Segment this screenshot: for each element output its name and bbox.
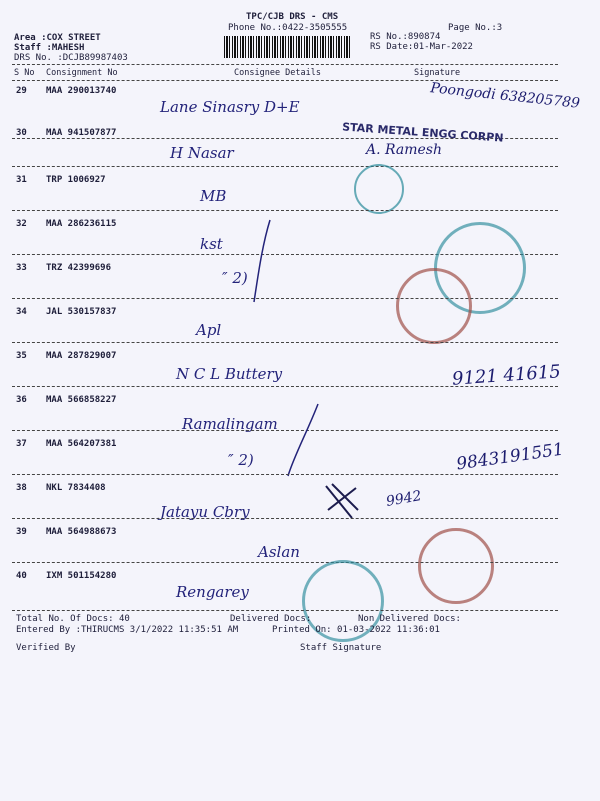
row-consignment: NKL 7834408 xyxy=(46,483,106,493)
consignee-handwriting: Apl xyxy=(196,321,222,339)
row-divider xyxy=(12,518,558,519)
delivered-docs: Delivered Docs: xyxy=(230,614,312,624)
row-sno: 32 xyxy=(16,219,27,229)
signature-note: 9121 41615 xyxy=(451,361,562,390)
column-consignee: Consignee Details xyxy=(234,68,321,78)
area-label: Area :COX STREET xyxy=(14,33,101,43)
row-consignment: MAA 290013740 xyxy=(46,86,117,96)
entered-by: Entered By :THIRUCMS 3/1/2022 11:35:51 AM xyxy=(16,625,239,635)
row-divider xyxy=(12,474,558,475)
consignee-handwriting: Lane Sinasry D+E xyxy=(160,98,300,116)
footer-divider xyxy=(12,610,558,611)
staff-label: Staff :MAHESH xyxy=(14,43,85,53)
bracket-stroke xyxy=(284,400,324,480)
consignee-handwriting: N C L Buttery xyxy=(176,365,283,383)
row-divider xyxy=(12,386,558,387)
row-sno: 31 xyxy=(16,175,27,185)
row-divider xyxy=(12,298,558,299)
consignee-handwriting: Ramalingam xyxy=(182,415,278,433)
row-consignment: MAA 287829007 xyxy=(46,351,117,361)
bracket-stroke xyxy=(250,216,280,306)
signature-note: 9942 xyxy=(384,488,423,510)
row-divider xyxy=(12,342,558,343)
page-number: Page No.:3 xyxy=(448,23,503,33)
signature-note: A. Ramesh xyxy=(366,142,442,158)
row-consignment: JAL 530157837 xyxy=(46,307,117,317)
row-sno: 38 xyxy=(16,483,27,493)
row-divider xyxy=(12,210,558,211)
consignee-handwriting: Jatayu Cbry xyxy=(160,503,250,521)
consignee-handwriting: Rengarey xyxy=(176,583,249,601)
round-stamp-teal xyxy=(354,164,404,214)
row-consignment: TRZ 42399696 xyxy=(46,263,112,273)
row-consignment: MAA 564988673 xyxy=(46,527,117,537)
document-title: TPC/CJB DRS - CMS xyxy=(246,12,339,22)
consignee-handwriting: kst xyxy=(200,235,223,253)
column-sno: S No xyxy=(14,68,35,78)
row-consignment: IXM 501154280 xyxy=(46,571,117,581)
consignee-handwriting: ″ 2) xyxy=(222,269,248,287)
signature-note: 9843191551 xyxy=(455,439,566,475)
consignee-handwriting: H Nasar xyxy=(170,144,234,162)
consignee-handwriting: MB xyxy=(200,187,227,205)
company-stamp-text: STAR METAL ENGG CORPN xyxy=(341,120,504,145)
verified-by: Verified By xyxy=(16,643,76,653)
row-consignment: TRP 1006927 xyxy=(46,175,106,185)
column-signature: Signature xyxy=(414,68,461,78)
row-sno: 34 xyxy=(16,307,27,317)
total-docs: Total No. Of Docs: 40 xyxy=(16,614,130,624)
row-consignment: MAA 564207381 xyxy=(46,439,117,449)
row-sno: 33 xyxy=(16,263,27,273)
non-delivered-docs: Non Delivered Docs: xyxy=(358,614,461,624)
signature-note: Poongodi 638205789 xyxy=(429,80,581,112)
column-divider xyxy=(12,80,558,81)
row-sno: 36 xyxy=(16,395,27,405)
row-consignment: MAA 286236115 xyxy=(46,219,117,229)
staff-signature: Staff Signature xyxy=(300,643,382,653)
column-consignment: Consignment No xyxy=(46,68,118,78)
consignee-handwriting: Aslan xyxy=(258,543,300,561)
table-row xyxy=(0,120,600,182)
printed-on: Printed On: 01-03-2022 11:36:01 xyxy=(272,625,440,635)
row-sno: 35 xyxy=(16,351,27,361)
drs-number: DRS No. :DCJB89987403 xyxy=(14,53,128,63)
rs-date: RS Date:01-Mar-2022 xyxy=(370,42,473,52)
row-divider xyxy=(12,562,558,563)
header-divider xyxy=(12,64,558,65)
phone-number: Phone No.:0422-3505555 xyxy=(228,23,348,33)
rs-number: RS No.:890874 xyxy=(370,32,441,42)
row-sno: 29 xyxy=(16,86,27,96)
row-sno: 40 xyxy=(16,571,27,581)
row-consignment: MAA 566858227 xyxy=(46,395,117,405)
row-sno: 37 xyxy=(16,439,27,449)
row-sno: 30 xyxy=(16,128,27,138)
barcode xyxy=(224,36,352,58)
consignee-handwriting: ″ 2) xyxy=(228,451,254,469)
row-divider xyxy=(12,166,558,167)
row-sno: 39 xyxy=(16,527,27,537)
row-consignment: MAA 941507877 xyxy=(46,128,117,138)
